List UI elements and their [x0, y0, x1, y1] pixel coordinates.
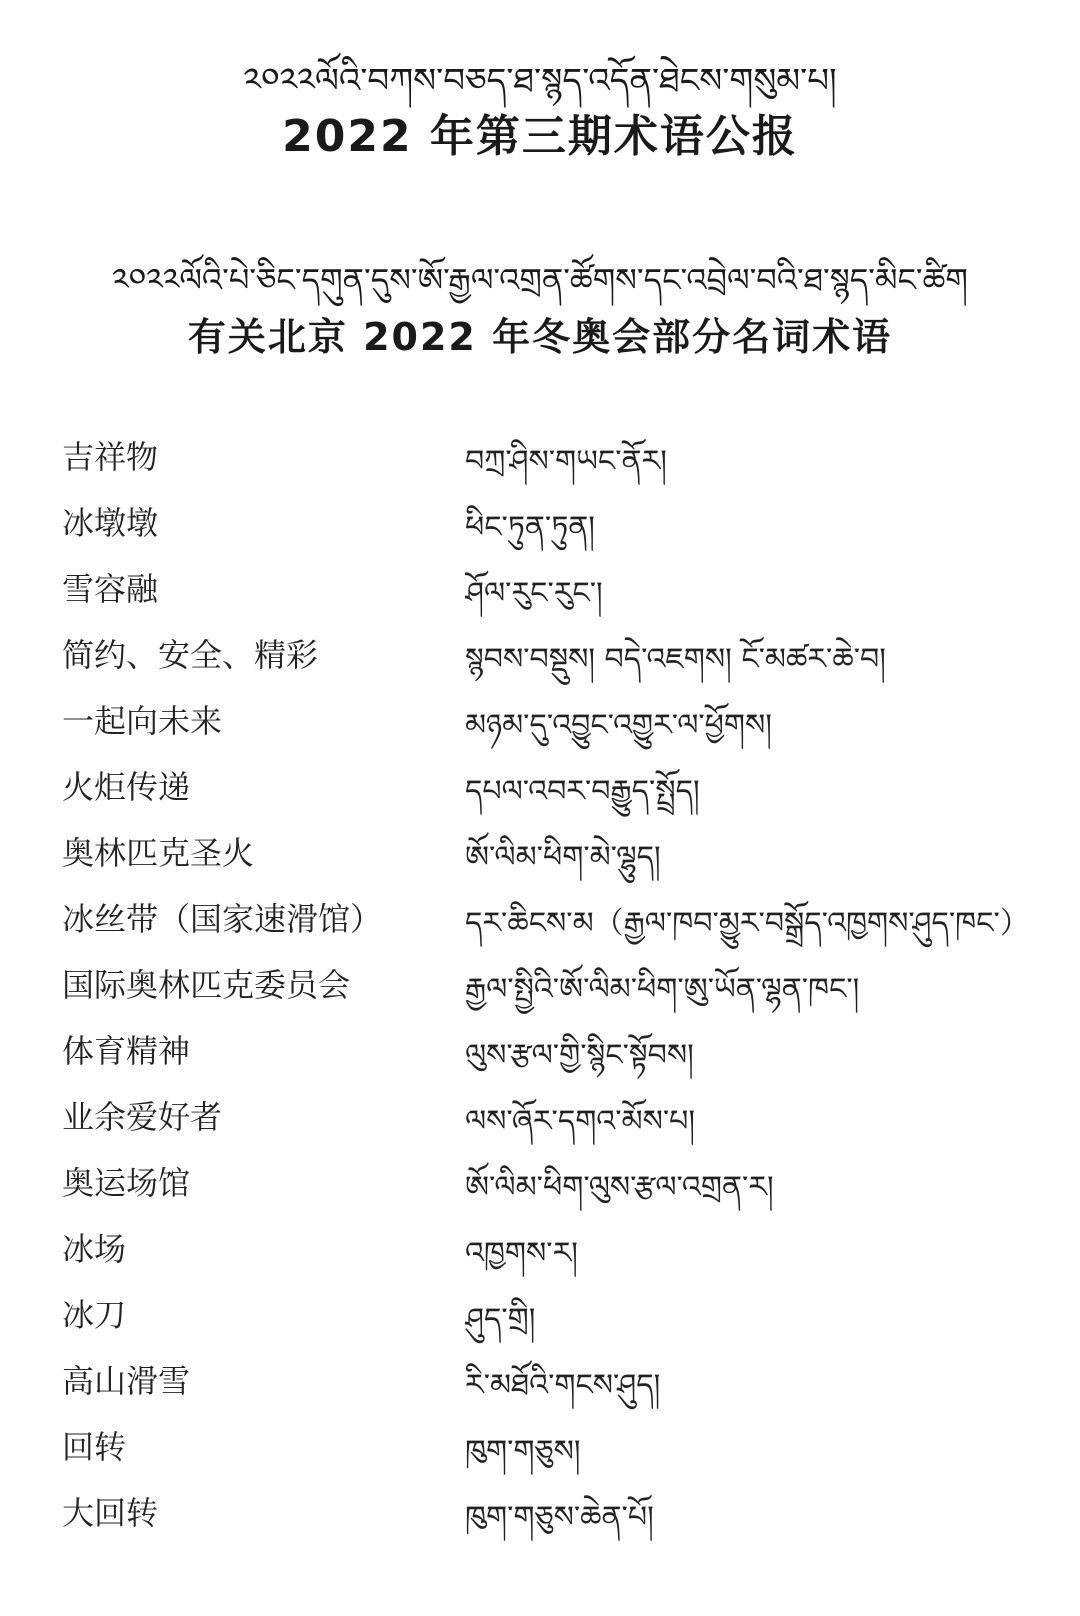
tibetan-title: ༢༠༢༢ལོའི་བཀས་བཅད་ཐ་སྙད་འདོན་ཐེངས་གསུམ་པ།	[243, 61, 837, 101]
term-chinese: 体育精神	[62, 1032, 191, 1070]
chinese-subtitle: 有关北京 2022 年冬奥会部分名词术语	[187, 315, 893, 359]
term-row	[0, 556, 1080, 622]
term-row	[0, 1150, 1080, 1216]
term-row	[0, 1216, 1080, 1282]
term-chinese: 大回转	[62, 1494, 159, 1532]
term-tibetan: ལས་ཞོར་དགའ་མོས་པ།	[465, 1104, 696, 1139]
term-tibetan: ཁུག་གཅུས་ཆེན་པོ།	[465, 1500, 654, 1535]
term-tibetan: ཕིང་ཏུན་ཏུན།	[465, 510, 595, 545]
term-tibetan: ཤུད་གྲི།	[465, 1302, 536, 1337]
term-chinese: 简约、安全、精彩	[62, 636, 319, 674]
term-chinese: 雪容融	[62, 570, 159, 608]
term-tibetan: མཉམ་དུ་འབྱུང་འགྱུར་ལ་ཕྱོགས།	[465, 708, 772, 743]
term-chinese: 奥林匹克圣火	[62, 834, 255, 872]
term-chinese: 冰刀	[62, 1296, 127, 1334]
term-row	[0, 1282, 1080, 1348]
term-chinese: 火炬传递	[62, 768, 191, 806]
term-chinese: 奥运场馆	[62, 1164, 191, 1202]
term-row	[0, 688, 1080, 754]
term-tibetan: ཨོ་ལིམ་ཕིག་མེ་ལྷུད།	[465, 840, 661, 875]
term-chinese: 冰墩墩	[62, 504, 159, 542]
term-chinese: 回转	[62, 1428, 127, 1466]
term-list	[0, 424, 1080, 1546]
term-tibetan: རི་མཐོའི་གངས་ཤུད།	[465, 1368, 661, 1403]
term-chinese: 一起向未来	[62, 702, 223, 740]
term-chinese: 吉祥物	[62, 438, 159, 476]
tibetan-subtitle: ༢༠༢༢ལོའི་པེ་ཅིང་དགུན་དུས་ཨོ་རྒྱལ་འགྲན་ཚོགས་དང་འབྲེལ་བའི་ཐ་སྙད་མིང་ཚིག	[112, 261, 968, 299]
term-tibetan: ཨོ་ལིམ་ཕིག་ལུས་རྩལ་འགྲན་ར།	[465, 1170, 774, 1205]
term-row	[0, 1348, 1080, 1414]
term-row	[0, 820, 1080, 886]
term-chinese: 冰丝带（国家速滑馆）	[62, 900, 383, 938]
term-chinese: 业余爱好者	[62, 1098, 223, 1136]
term-row	[0, 622, 1080, 688]
term-tibetan: རྒྱལ་སྤྱིའི་ཨོ་ལིམ་ཕིག་ཨུ་ཡོན་ལྷན་ཁང་།	[465, 972, 860, 1007]
term-row	[0, 1018, 1080, 1084]
term-tibetan: བཀྲ་ཤིས་གཡང་ནོར།	[465, 444, 667, 479]
term-tibetan: ཤོལ་རུང་རུང་།	[465, 576, 603, 611]
term-tibetan: དཔལ་འབར་བརྒྱུད་སྤྲོད།	[465, 774, 700, 809]
term-row	[0, 1414, 1080, 1480]
term-row	[0, 952, 1080, 1018]
term-row	[0, 1084, 1080, 1150]
term-tibetan: ཁུག་གཅུས།	[465, 1434, 581, 1469]
chinese-title: 2022 年第三期术语公报	[282, 111, 798, 162]
term-chinese: 高山滑雪	[62, 1362, 191, 1400]
term-row	[0, 1480, 1080, 1546]
term-tibetan: སྙབས་བསྡུས། བདེ་འཇགས། ངོ་མཚར་ཆེ་བ།	[465, 642, 886, 677]
term-tibetan: ལུས་རྩལ་གྱི་སྙིང་སྟོབས།	[465, 1038, 694, 1073]
term-row	[0, 886, 1080, 952]
term-row	[0, 490, 1080, 556]
term-chinese: 冰场	[62, 1230, 127, 1268]
term-row	[0, 754, 1080, 820]
term-chinese: 国际奥林匹克委员会	[62, 966, 351, 1004]
term-tibetan: འཁྱགས་ར།	[465, 1236, 578, 1271]
term-row	[0, 424, 1080, 490]
term-tibetan: དར་ཆིངས་མ（རྒྱལ་ཁབ་མྱུར་བསྒྲོད་འཁྱགས་ཤུད་ཁང་）	[465, 906, 1030, 941]
